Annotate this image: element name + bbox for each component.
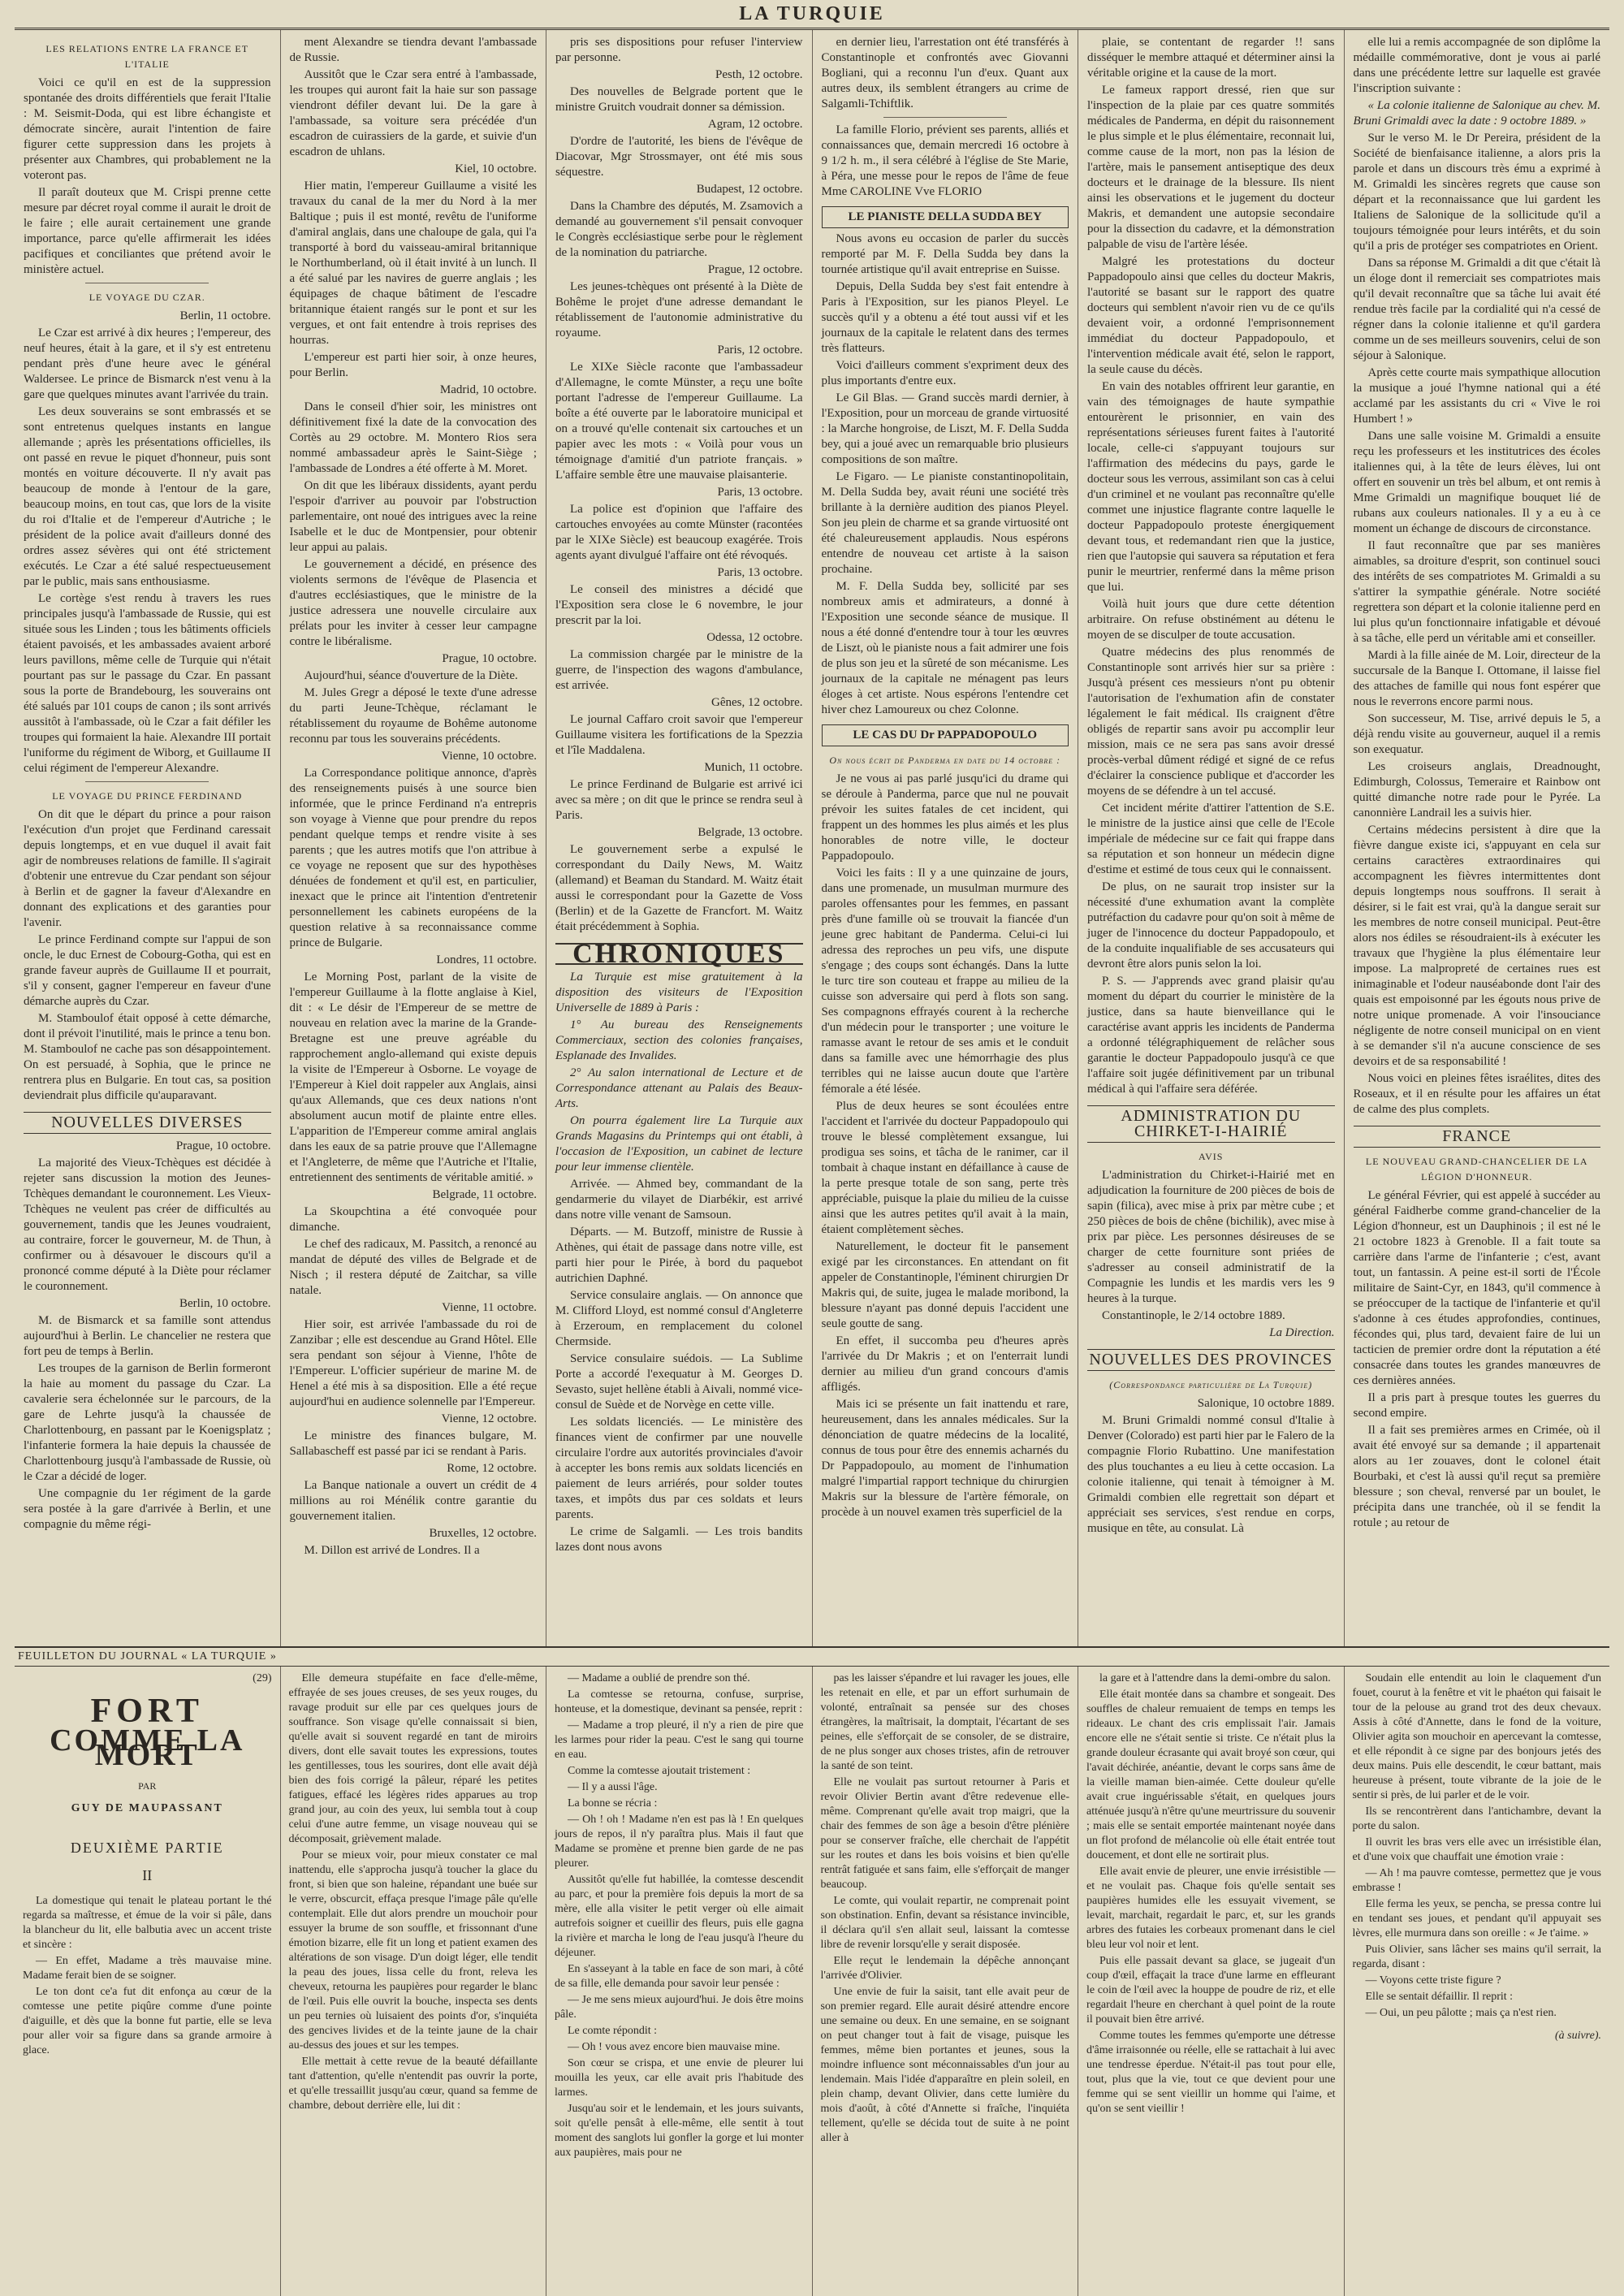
paragraph: Voici ce qu'il en est de la suppression spontanée des droits différentiels que ferait l'Italie : M. Seismit-Doda, qui est libre échangiste et démocrate sincère, aurait l'intention de faire figurer cette suppression dans les projets à présenter aux Chambres, qui probablement ne la voteront pas. (24, 76, 271, 182)
feuilleton-column-5 (1078, 1667, 1345, 2296)
paragraph: M. Bruni Grimaldi nommé consul d'Italie à Denver (Colorado) est parti hier par le Falero de la compagnie Florio Rubattino. Une manifestation des plus touchantes a eu lieu à cette occasion. La colonie italienne, qui tenait à témoigner à M. Grimaldi combien elle regrettait son départ et appréciait ses services, s'est rendue en corps, musique en tête, au consulat. Là (1087, 1414, 1335, 1535)
paragraph: Quatre médecins des plus renommés de Constantinople sont arrivés hier sur sa prière : Jusqu'à présent ces messieurs n'ont pu obtenir l'autorisation de l'exhumation afin de constater légalement le fait médical. Ils craignent d'être obligés de repartir sans avoir pu accomplir leur mission, mais ce ne sera pas sans avoir dressé procès-verbal dûment rédigé et signé de ce refus d'éclairer la conscience publique et d'accorder les moyens de se défendre à un tel accusé. (1087, 646, 1335, 798)
divider (85, 781, 209, 782)
paragraph: M. F. Della Sudda bey, sollicité par ses nombreux amis et admirateurs, a donné à l'Exposition une seconde séance de musique. Il nous a été donné d'entendre tour à tour les œuvres de Liszt, où le pianiste nous a fait admirer une fois de plus son jeu et la sûreté de son mécanisme. Les journaux de la capitale ne ménagent pas leurs éloges à cet artiste. Nous espérons l'entendre cet hiver chez Lamoureux ou chez Colonne. (821, 580, 1069, 716)
paragraph: De plus, on ne saurait trop insister sur la nécessité d'une exhumation avant la complète putréfaction du cadavre pour qu'on soit à même de juger de l'innocence du docteur Pappadopoulo, et de la conduite inqualifiable de ses accusateurs qui devront être alors punis selon la loi. (1087, 880, 1335, 971)
paragraph: Voici les faits : Il y a une quinzaine de jours, dans une promenade, un musulman murmure des paroles offensantes pour les femmes, en passant près d'une famille où se trouvait la fiancée d'un jeune grec habitant de Panderma. Celui-ci lui adressa des reproches un peu vifs, une dispute s'engage ; des coups sont échangés. Dans la lutte le turc tire son couteau et frappe au milieu de la cuisse son adversaire qui perd à flots son sang. Ses compagnons effrayés courent à la recherche d'un médecin pour le transporter ; une voiture le ramasse avant le retour de ses amis et le conduit dans sa famille avec une hémorrhagie des plus terribles qui ne laisse aucun doute que l'artère fémorale a été lésée. (821, 867, 1069, 1096)
paragraph: Elle se sentait défaillir. Il reprit : (1365, 1991, 1514, 2003)
paragraph: La Banque nationale a ouvert un crédit de 4 millions au roi Ménélik contre garantie du gouvernement italien. (289, 1479, 537, 1523)
paragraph: Elle ne voulait pas surtout retourner à Paris et revoir Olivier Bertin avant d'être redevenue elle-même. Comprenant qu'elle avait trop maigri, que la chair des femmes de son âge a besoin d'être plénière pour se conserver fraîche, elle cherchait de l'appétit sur les routes et dans les bois voisins et bien qu'elle rentrât fatiguée et sans faim, elle s'efforçait de manger beaucoup. (820, 1776, 1069, 1891)
paragraph: Son cœur se crispa, et une envie de pleurer lui mouilla les yeux, car elle avait pris l'habitude des larmes. (555, 2057, 804, 2099)
feuilleton-column-6 (1345, 1667, 1610, 2296)
paragraph: Le conseil des ministres a décidé que l'Exposition sera close le 6 novembre, le jour prescrit par la loi. (555, 583, 803, 627)
paragraph: — Je me sens mieux aujourd'hui. Je dois être moins pâle. (555, 1994, 804, 2021)
paragraph: Dans la Chambre des députés, M. Zsamovich a demandé au gouvernement s'il pensait convoquer le Congrès ecclésiastique serbe pour le règlement de la nomination du patriarche. (555, 200, 803, 259)
paragraph: Le ministre des finances bulgare, M. Sallabascheff est passé par ici se rendant à Paris. (289, 1429, 537, 1458)
dateline: Prague, 12 octobre. (707, 263, 803, 276)
author-name: GUY DE MAUPASSANT (71, 1802, 223, 1814)
dateline: Berlin, 10 octobre. (179, 1297, 271, 1310)
paragraph: Cet incident mérite d'attirer l'attention de S.E. le ministre de la justice ainsi que celle de l'Ecole impériale de médecine sur ce fait qui frappe dans sa réputation et son honneur un médecin digne d'estime et estimé de tous ceux qui le connaissent. (1087, 802, 1335, 876)
paragraph: Le Czar est arrivé à dix heures ; l'empereur, des neuf heures, était à la gare, et il s'y est entretenu pendant près d'une heure avec le général Waldersee. Le prince de Bismarck n'est venu à la gare que quelques minutes avant l'arrivée du train. (24, 326, 271, 401)
dateline: Madrid, 10 octobre. (439, 383, 537, 396)
paragraph: Le prince Ferdinand de Bulgarie est arrivé ici avec sa mère ; on dit que le prince se rendra seul à Paris. (555, 778, 803, 822)
dateline: Vienne, 12 octobre. (441, 1412, 537, 1425)
paragraph: Les jeunes-tchèques ont présenté à la Diète de Bohême le projet d'une adresse demandant le rétablissement de l'autonomie administrative du royaume. (555, 280, 803, 339)
paragraph: M. de Bismarck et sa famille sont attendus aujourd'hui à Berlin. Le chancelier ne restera que fort peu de temps à Berlin. (24, 1314, 271, 1358)
notice-florio: La famille Florio, prévient ses parents, alliés et connaissances que, demain mercredi 16 octobre à 9 1/2 h. m., il sera célébré à l'église de Ste Marie, à Péra, une messe pour le repos de l'âme de feue Mme CAROLINE Vve FLORIO (821, 123, 1069, 198)
paragraph: — Madame a trop pleuré, il n'y a rien de pire que les larmes pour rider la peau. C'est le sang qui tourne en eau. (555, 1719, 804, 1761)
section-heading: LE VOYAGE DU PRINCE FERDINAND (52, 790, 243, 802)
chapter-number: II (142, 1867, 153, 1883)
paragraph: la gare et à l'attendre dans la demi-ombre du salon. (1099, 1672, 1331, 1684)
paragraph: Depuis, Della Sudda bey s'est fait entendre à Paris à l'Exposition, sur les pianos Pleyel. Le succès qu'il y a obtenu a été tout aussi vif et les journaux de la capitale le relatent dans des termes très flatteurs. (821, 280, 1069, 355)
novel-title-line-2: COMME LA MORT (50, 1723, 245, 1772)
paragraph: Elle avait envie de pleurer, une envie irrésistible — et ne voulait pas. Chaque fois qu'elle sentait ses paupières humides elle les essuyait vivement, se levait, marchait, regardait le parc, et, sur les grands arbres des futaies les corbeaux promenant dans le ciel bleu leur vol noir et lent. (1086, 1866, 1336, 1951)
column-5 (1078, 30, 1345, 1646)
column-4 (813, 30, 1079, 1646)
paragraph: Il ouvrit les bras vers elle avec un irrésistible élan, et d'une voix que chauffait une émotion vraie : (1352, 1836, 1601, 1863)
paragraph: En s'asseyant à la table en face de son mari, à côté de sa fille, elle demanda pour savoir leur pensée : (555, 1963, 804, 1990)
paragraph: La majorité des Vieux-Tchèques est décidée à rejeter sans discussion la motion des Jeunes-Tchèques demandant le couronnement. Les Vieux-Tchèques ne veulent pas créer de difficultés au gouvernement, tandis que les Jeunes voudraient, au contraire, forcer le gouverneur, M. de Thun, à confirmer ou à désavouer le discours qu'il a prononcé comme député à la Diète pour réclamer le couronnement. (24, 1157, 271, 1293)
correspondence-note: (Correspondance particulière de La Turquie) (1109, 1379, 1313, 1390)
paragraph: Le journal Caffaro croit savoir que l'empereur Guillaume visitera les fortifications de la Spezzia et l'île Maddalena. (555, 713, 803, 757)
paragraph: Les soldats licenciés. — Le ministère des finances vient de confirmer par une nouvelle circulaire l'ordre aux autorités provinciales d'avoir à accepter les bons remis aux soldats licenciés en paiement de leurs arriérés, pour solder toutes taxes, et impôts dus par ces soldats et leurs parents. (555, 1416, 803, 1521)
paragraph: Comme toutes les femmes qu'emporte une détresse d'âme irraisonnée ou réelle, elle se rattachait à lui avec une tendresse éperdue. N'était-il pas tout pour elle, tout, plus que la vie, tout ce que devient pour une femme qui se sent vieillir un homme qui l'aime, et qu'on se sent vieillir ! (1086, 2030, 1336, 2115)
inscription-quote: « La colonie italienne de Salonique au chev. M. Bruni Grimaldi avec la date : 9 octobre 1889. » (1353, 99, 1600, 128)
section-heading: LE NOUVEAU GRAND-CHANCELIER DE LA LÉGION D'HONNEUR. (1365, 1156, 1588, 1183)
paragraph: Le gouvernement serbe a expulsé le correspondant du Daily News, M. Waitz (allemand) et Beaman du Standard. M. Waitz était aussi le correspondant pour la Gazette de Voss (Berlin) et de la Gazette de Francfort. M. Waitz était précédemment à Sophia. (555, 843, 803, 933)
paragraph: Le comte, qui voulait repartir, ne comprenait point son obstination. Enfin, devant sa résistance invincible, il déclara qu'il s'en allait seul, laissant la comtesse libre de revenir lorsqu'elle y serait disposée. (820, 1895, 1069, 1951)
feuilleton-header: FEUILLETON DU JOURNAL « LA TURQUIE » (15, 1648, 1609, 1667)
dateline: Prague, 10 octobre. (442, 652, 537, 665)
paragraph: Le Morning Post, parlant de la visite de l'empereur Guillaume à la flotte anglaise à Kiel, dit : « Le désir de l'Empereur de se mettre de nouveau en relation avec la marine de la Grande-Bretagne est une preuve agréable du rapprochement anglo-allemand qui existe depuis la visite de l'Empereur à Osborne. Le voyage de l'Empereur à Kiel doit rappeler aux Anglais, ainsi qu'aux Allemands, que ces deux nations n'ont absolument aucun motif de plainte entre elles. L'apparition de l'Empereur comme amiral anglais dans les eaux de sa patrie prouve que l'Allemagne et l'Angleterre, de même que l'Autriche et l'Italie, entretiennent des sentiments de véritable amitié. » (289, 971, 537, 1184)
paragraph: Son successeur, M. Tise, arrivé depuis le 5, a déjà rendu visite au gouverneur, auquel il a remis son exequatur. (1353, 712, 1600, 756)
paragraph: — Voyons cette triste figure ? (1365, 1974, 1501, 1987)
to-be-continued: (à suivre). (1554, 2030, 1601, 2042)
dateline: Rome, 12 octobre. (447, 1462, 537, 1475)
column-6 (1345, 30, 1610, 1646)
paragraph: On dit que les libéraux dissidents, ayant perdu l'espoir d'arriver au pouvoir par l'obstruction parlementaire, ont noué des intrigues avec la reine Isabelle et le duc de Montpensier, pour obtenir leur appui au palais. (289, 479, 537, 554)
section-heading: LE PIANISTE DELLA SUDDA BEY (822, 206, 1069, 228)
paragraph: Le Gil Blas. — Grand succès mardi dernier, à l'Exposition, pour un morceau de grande virtuosité : la Marche hongroise, de Liszt, M. F. Della Sudda bey, qui a joué avec un remarquable brio plusieurs compositions de son maître. (821, 391, 1069, 466)
paragraph: Les croiseurs anglais, Dreadnought, Edimburgh, Colossus, Temeraire et Rainbow ont quitté dimanche notre rade pour le Pyrée. La canonnière Landrail les a suivis hier. (1353, 760, 1600, 819)
paragraph: Service consulaire suédois. — La Sublime Porte a accordé l'exequatur à M. Georges D. Sevasto, sujet hellène établi à Aivali, nommé vice-consul de Suède et de Norvège en cette ville. (555, 1352, 803, 1412)
paragraph: Elle ferma les yeux, se pencha, se pressa contre lui en tendant ses joues, et pendant qu'il appuyait ses lèvres, elle murmura dans son oreille : « Je t'aime. » (1352, 1898, 1601, 1939)
paragraph: Le gouvernement a décidé, en présence des violents sermons de l'évêque de Plasencia et d'autres ecclésiastiques, que le ministre de la justice adressera une nouvelle circulaire aux prélats pour les inviter à cesser leur campagne contre le libéralisme. (289, 558, 537, 648)
dateline: Gênes, 12 octobre. (711, 696, 803, 709)
paragraph: Le XIXe Siècle raconte que l'ambassadeur d'Allemagne, le comte Münster, a reçu une boîte portant l'adresse de l'empereur Guillaume. La boîte a été ouverte par le laboratoire municipal et on a trouvé qu'elle contenait six cartouches et un papier avec les mots : « Voilà pour vous un témoignage d'amitié d'un patriote français. » L'affaire semble être une mauvaise plaisanterie. (555, 361, 803, 482)
paragraph: Dans le conseil d'hier soir, les ministres ont définitivement fixé la date de la convocation des Cortès au 29 octobre. M. Montero Rios sera nommé ambassadeur après le Saint-Siège ; l'ambassade de Londres a été offerte à M. Moret. (289, 400, 537, 475)
dateline: Bruxelles, 12 octobre. (429, 1527, 537, 1540)
paragraph: Voici d'ailleurs comment s'expriment deux des plus importants d'entre eux. (821, 359, 1069, 387)
paragraph: plaie, se contentant de regarder !! sans disséquer le membre attaqué et déterminer ainsi la véritable origine et la cause de la mort. (1087, 36, 1335, 80)
paragraph: Il faut reconnaître que par ses manières aimables, sa droiture d'esprit, son continuel souci des intérêts de ses compatriotes M. Grimaldi a su s'attirer la sympathie générale. Notre société regrettera son départ et la colonie italienne perd en lui plus qu'un fonctionnaire infatigable et dévoué à sa tâche, elle perd un véritable ami et conseiller. (1353, 539, 1600, 645)
paragraph: La comtesse se retourna, confuse, surprise, honteuse, et la domestique, devinant sa pensée, reprit : (555, 1688, 804, 1715)
masthead: LA TURQUIE (15, 0, 1609, 30)
paragraph: On dit que le départ du prince a pour raison l'exécution d'un projet que Ferdinand caressait depuis longtemps, et en vue duquel il avait fait agir de nombreuses relations de famille. Il s'agirait d'obtenir une entrevue du Czar pendant son séjour à Berlin et de gagner la faveur d'Alexandre en donnant des explications et des garanties pour l'avenir. (24, 808, 271, 929)
section-heading: NOUVELLES DIVERSES (24, 1112, 271, 1134)
paragraph: Malgré les protestations du docteur Pappadopoulo ainsi que celles du docteur Makris, l'autorité se basant sur le rapport des quatre docteurs qui semblent n'avoir rien vu de ce qu'ils devaient voir, a ordonné l'emprisonnement immédiat du docteur Pappadopoulo, et l'intervention médicale avait été, selon le rapport, la seule cause du décès. (1087, 255, 1335, 376)
news-columns (15, 30, 1609, 1648)
paragraph: Il a fait ses premières armes en Crimée, où il avait été envoyé sur sa demande ; il appartenait alors au 1er zouaves, dont le colonel était Bourbaki, et c'est là aussi qu'il reçut sa première blessure ; son cheval, renversé par un boulet, le précipita dans une tranchée, où il se fendit la rotule ; au retour de (1353, 1424, 1600, 1529)
paragraph: P. S. — J'apprends avec grand plaisir qu'au moment du départ du courrier le ministère de la justice, dans sa haute bienveillance qui le caractérise avant appris les incidents de Panderma a ordonné télégraphiquement de relâcher sous garantie le docteur Pappadopoulo jusqu'à ce que l'affaire soit jugée définitivement par un tribunal médical à qui l'affaire sera déférée. (1087, 975, 1335, 1096)
paragraph: Le comte répondit : (568, 2025, 658, 2037)
dateline: Paris, 13 octobre. (717, 566, 803, 579)
paragraph: ment Alexandre se tiendra devant l'ambassade de Russie. (289, 36, 537, 64)
paragraph: Soudain elle entendit au loin le claquement d'un fouet, courut à la fenêtre et vit le phaéton qui faisait le tour de la pelouse au grand trot des deux chevaux. Assis à côté d'Annette, dans le fond de la voiture, Olivier agita son mouchoir en apercevant la comtesse, et elle répondit à ce signe par des bonjours jetés des deux mains. Puis elle descendit, le cœur battant, mais heureuse à présent, toute vibrante de la joie de le sentir si près, de lui parler et de le voir. (1352, 1672, 1601, 1801)
paragraph: La domestique qui tenait le plateau portant le thé regarda sa maîtresse, et émue de la voir si pâle, dans la blancheur du lit, elle balbutia avec un accent triste et sincère : (23, 1895, 272, 1951)
dateline: Belgrade, 13 octobre. (698, 826, 803, 839)
dateline: Salonique, 10 octobre 1889. (1197, 1397, 1335, 1410)
paragraph: La police est d'opinion que l'affaire des cartouches envoyées au comte Münster (racontées par le XIXe Siècle) est beaucoup exagérée. Trois agents ayant divulgué l'affaire ont été révoqués. (555, 503, 803, 562)
avis-label: AVIS (1199, 1151, 1224, 1162)
paragraph: — En effet, Madame a très mauvaise mine. Madame ferait bien de se soigner. (23, 1955, 272, 1982)
dateline: Odessa, 12 octobre. (706, 631, 803, 644)
dateline: Belgrade, 11 octobre. (432, 1188, 537, 1201)
dateline: Prague, 10 octobre. (175, 1139, 271, 1152)
dateline: Londres, 11 octobre. (436, 953, 537, 966)
paragraph: Ils se rencontrèrent dans l'antichambre, devant la porte du salon. (1352, 1805, 1601, 1832)
section-heading: ADMINISTRATION DU CHIRKET-I-HAIRIÉ (1087, 1105, 1335, 1143)
column-2 (281, 30, 547, 1646)
paragraph: Une envie de fuir la saisit, tant elle avait peur de son premier regard. Elle aurait désiré attendre encore une semaine ou deux. En une semaine, en se soignant on peut changer tout à fait de visage, puisque les femmes, même bien portantes et jeunes, sous la moindre influence sont méconnaissables d'un jour au lendemain. Mais l'idée d'apparaître en plein soleil, en plein champ, devant Olivier, dans cette lumière du mois d'août, à côté d'Annette si fraîche, l'inquiéta tellement, qu'elle se décida tout de suite à ne point aller à (820, 1986, 1069, 2144)
paragraph: pas les laisser s'épandre et lui ravager les joues, elle les retenait en elle, et par un effort surhumain de volonté, entraînait sa pensée sur des choses étrangères, la maîtrisait, la domptait, l'écartant de ses peines, elle s'efforçait de se consoler, de se distraire, de ne plus songer aux choses tristes, afin de retrouver la santé de son teint. (820, 1672, 1069, 1772)
paragraph: Voilà huit jours que dure cette détention arbitraire. On refuse obstinément au détenu le moyen de se disculper de toute accusation. (1087, 598, 1335, 642)
dateline: Kiel, 10 octobre. (455, 162, 537, 175)
paragraph: Comme la comtesse ajoutait tristement : (568, 1765, 751, 1777)
paragraph: Je ne vous ai pas parlé jusqu'ici du drame qui se déroule à Panderma, parce que nul ne pouvait prévoir les suites fatales de cet incident, qui frappent un des hommes les plus aimés et les plus honorables de notre ville, le docteur Pappadopoulo. (821, 772, 1069, 863)
paragraph: La Correspondance politique annonce, d'après des renseignements puisés à une source bien informée, que le prince Ferdinand n'a entrepris son voyage à Vienne que pour prendre du repos pendant quelque temps et rendre visite à ses parents ; que les autres motifs que l'on attribue à ce voyage ne reposent que sur des hypothèses dénuées de fondement et qu'il est, en particulier, inexact que le prince ait l'intention d'entretenir personnellement les cabinets européens de la question relative à sa reconnaissance comme prince de Bulgarie. (289, 767, 537, 949)
paragraph: Constantinople, le 2/14 octobre 1889. (1102, 1309, 1285, 1322)
dateline: Paris, 13 octobre. (717, 486, 803, 499)
feuilleton-title-column (15, 1667, 281, 2296)
paragraph: 2° Au salon international de Lecture et de Correspondance attenant au Palais des Beaux-Arts. (555, 1066, 803, 1110)
paragraph: elle lui a remis accompagnée de son diplôme la médaille commémorative, dont je vous ai parlé dans une précédente lettre sur laquelle est gravée l'inscription suivante : (1353, 36, 1600, 95)
paragraph: Départs. — M. Butzoff, ministre de Russie à Athènes, qui était de passage dans notre ville, est parti hier pour le Pirée, à bord du paquebot autrichien Daphné. (555, 1226, 803, 1285)
paragraph: — Oh ! vous avez encore bien mauvaise mine. (568, 2041, 780, 2053)
paragraph: Aussitôt qu'elle fut habillée, la comtesse descendit au parc, et pour la première fois depuis la mort de sa mère, elle alla visiter le petit verger où elle aimait autrefois soigner et cueillir des fleurs, puis elle gagna la rivière et marcha le long de l'eau jusqu'à l'heure du déjeuner. (555, 1874, 804, 1959)
paragraph: La bonne se récria : (568, 1797, 658, 1810)
paragraph: Elle était montée dans sa chambre et songeait. Des souffles de chaleur remuaient de temps en temps les rideaux. Le chant des cris emplissait l'air. Jamais encore elle ne s'était sentie si triste. Ce n'était plus la grande douleur écrasante qui avait broyé son cœur, qui l'avait déchirée, anéantie, devant le corps sans âme de la vieille maman bien-aimée. Cette douleur qu'elle avait crue inguérissable s'était, en quelques jours atténuée jusqu'à n'être qu'une meurtrissure du souvenir ; mais elle se sentait emportée maintenant noyée dans un flot profond de mélancolie où elle était entrée tout doucement, et dont elle ne sortirait plus. (1086, 1688, 1336, 1861)
paragraph: Le cortège s'est rendu à travers les rues principales jusqu'à l'ambassade de Russie, qui est située sous les Linden ; tous les bâtiments officiels étaient pavoisés, et les ambassades avaient arboré leurs pavillons, même celle de Turquie qui n'était pourtant pas sur le passage du Czar. En passant sous la porte de Brandebourg, les souverains ont été salués par 101 coups de canon ; ils sont arrivés aussitôt à l'ambassade, où le Czar a fait défiler les troupes qui formaient la haie. Alexandre III portait l'uniforme du régiment de Wiborg, et Guillaume II celui régiment de l'empereur Alexandre. (24, 592, 271, 775)
dateline: Budapest, 12 octobre. (696, 183, 803, 196)
paragraph: Le Figaro. — Le pianiste constantinopolitain, M. Della Sudda bey, avait réuni une société très brillante à la dernière audition des pianos Pleyel. Son jeu plein de charme et sa grande virtuosité ont été chaleureusement applaudis. Nous espérons entendre de nouveau cet artiste à la saison prochaine. (821, 470, 1069, 576)
paragraph: Arrivée. — Ahmed bey, commandant de la gendarmerie du vilayet de Diarbékir, est arrivé dans notre ville venant de Samsoun. (555, 1178, 803, 1222)
paragraph: Sur le verso M. le Dr Pereira, président de la Société de bienfaisance italienne, a alors pris la parole et dans un discours très ému a exprimé à M. Grimaldi les sincères regrets que cause son départ et la reconnaissance que lui gardent les Italiens de Salonique de la sollicitude qu'il a toujours témoignée pour leurs intérêts, et du soin qu'il a pris de protéger ses compatriotes en Orient. (1353, 132, 1600, 253)
paragraph: Mais ici se présente un fait inattendu et rare, heureusement, dans les annales médicales. Sur la dénonciation de quatre médecins de la localité, connus de tous pour être des ennemis acharnés du Dr Pappadopoulo, au moment de l'inhumation malgré l'impartial rapport technique du chirurgien Makris sur la blessure de l'artère fémorale, on procède à un nouvel examen très superficiel de la (821, 1398, 1069, 1519)
divider (883, 117, 1007, 118)
paragraph: en dernier lieu, l'arrestation ont été transférés à Constantinople et confrontés avec Giovanni Bogliani, qui a reconnu l'un d'eux. Quant aux autres deux, ils semblent étrangers au crime de Salgamli-Tchiftlik. (821, 36, 1069, 110)
paragraph: Le ton dont ce'a fut dit enfonça au cœur de la comtesse une petite piqûre comme d'une pointe d'aiguille, et dès que la bonne fut partie, elle se leva pour aller voir sa figure dans sa grande armoire à glace. (23, 1986, 272, 2056)
paragraph: La Turquie est mise gratuitement à la disposition des visiteurs de l'Exposition Universelle de 1889 à Paris : (555, 971, 803, 1014)
paragraph: — Oh ! oh ! Madame n'en est pas là ! En quelques jours de repos, il n'y paraîtra plus. Mais il faut que Madame se promène et prenne bien garde de ne pas pleurer. (555, 1814, 804, 1870)
paragraph: — Madame a oublié de prendre son thé. (568, 1672, 750, 1684)
paragraph: Certains médecins persistent à dire que la fièvre dangue existe ici, s'appuyant en cela sur certains caractères extraordinaires qui accompagnent les fièvres intermittentes dont depuis longtemps nous souffrons. Il serait à désirer, si le fait est vrai, qu'à la dangue serait sur les membres de notre conseil municipal. Peut-être alors nos édiles se résoudraient-ils à exécuter les travaux que l'hygiène la plus élémentaire leur impose. La malpropreté de certaines rues est inimaginable et l'odeur nauséabonde dont l'air des quais est empoisonné par les égouts nous prive de notre unique promenade. A voir l'insouciance négligente de notre conseil municipal on en vient à se demander s'il n'a aucune conscience de ses devoirs et de sa responsabilité ! (1353, 824, 1600, 1068)
paragraph: Elle mettait à cette revue de la beauté défaillante tant d'attention, qu'elle n'entendit pas ouvrir la porte, et qu'elle tressaillit jusqu'au cœur, quand sa femme de chambre, debout derrière elle, lui dit : (288, 2056, 538, 2112)
paragraph: Le crime de Salgamli. — Les trois bandits lazes dont nous avons (555, 1525, 803, 1554)
dateline: Berlin, 11 octobre. (179, 309, 271, 322)
dateline: Pesth, 12 octobre. (715, 68, 803, 81)
paragraph: Nous avons eu occasion de parler du succès remporté par M. F. Della Sudda bey dans la tournée artistique qu'il avait entreprise en Suisse. (821, 232, 1069, 276)
feuilleton-column-3 (546, 1667, 813, 2296)
paragraph: Mardi à la fille ainée de M. Loir, directeur de la succursale de la Banque I. Ottomane, il laisse fiel des attaches de famille qui nous font espérer que nous le reverrons encore parmi nous. (1353, 649, 1600, 708)
column-3 (546, 30, 813, 1646)
paragraph: 1° Au bureau des Renseignements Commerciaux, section des colonies françaises, Esplanade des Invalides. (555, 1018, 803, 1062)
novel-title-line-1: FORT (90, 1693, 204, 1730)
paragraph: Naturellement, le docteur fit le pansement exigé par les circonstances. En attendant on fit appeler de Constantinople, l'éminent chirurgien Dr Makris qui, de suite, jugea le malade moribond, la blessure n'ayant pas donné depuis l'accident une seule goutte de sang. (821, 1240, 1069, 1330)
paragraph: Une compagnie du 1er régiment de la garde sera postée à la gare d'arrivée à Berlin, et une compagnie du même régi- (24, 1487, 271, 1531)
feuilleton-column-4 (813, 1667, 1079, 2296)
paragraph: Le fameux rapport dressé, rien que sur l'inspection de la plaie par ces quatre sommités médicales de Panderma, en dépit du raisonnement le plus simple et le plus élémentaire, reconnait lui, comme cause de la mort, non pas la lésion de l'artère, mais le pansement antiseptique des deux docteurs et le drainage de la blessure. Ils nient ainsi les observations et le jugement du docteur Makris, et demandent une autopsie secondaire pour la dissection du cadavre, et la démonstration palpable de visu de l'artère lésée. (1087, 84, 1335, 251)
byline-par: PAR (138, 1780, 157, 1792)
paragraph: Le général Février, qui est appelé à succéder au général Faidherbe comme grand-chancelier de la Légion d'honneur, est un Dauphinois ; il est né le 21 octobre 1823 à Grenoble. Il a fait toute sa carrière dans l'arme de l'infanterie ; c'est, avant tout, un fantassin. A peine est-il sorti de l'École militaire de Saint-Cyr, en 1843, qu'il commence à se préoccuper de la tactique de l'infanterie et qu'il s'adonne à ces études approfondies, continues, fécondes qui, plus tard, devaient faire de lui un tacticien de premier ordre dont la réputation a été consacrée dans toutes les grandes manœuvres de ces dernières années. (1353, 1189, 1600, 1387)
paragraph: Elle demeura stupéfaite en face d'elle-même, effrayée de ses joues creuses, de ses yeux rouges, du ravage produit sur elle par ces quelques jours de souffrance. Son visage qu'elle connaissait si bien, qu'elle avait si souvent regardé en tant de miroirs divers, dont elle savait toutes les expressions, toutes les gentillesses, tous les sourires, dont elle avait déjà bien des fois corrigé la pâleur, réparé les petites fatigues, effacé les légères rides apparues au trop grand jour, au coin des yeux, lui sembla tout à coup celui d'une autre femme, un visage nouveau qui se décomposait, grièvement malade. (288, 1672, 538, 1845)
paragraph: En vain des notables offrirent leur garantie, en vain des témoignages de haute sympathie entourèrent le prisonnier, en vain des représentations sérieuses furent faites à l'autorité locale, celle-ci s'appuyant toujours sur l'affirmation des médecins du pays, garde le docteur sous les verrous, assimilant son cas à celui d'un criminel et ne voulant pas reconnaître qu'elle commet une injustice flagrante contre laquelle le docteur Pappadopoulo proteste énergiquement devant tous, et redemandant rien que la justice, rien que l'autopsie qui sauvera sa réputation et fera punir le meurtrier, renfermé dans la même prison que lui. (1087, 380, 1335, 594)
dateline: Paris, 12 octobre. (717, 344, 803, 357)
dateline: Agram, 12 octobre. (707, 118, 803, 131)
section-heading: NOUVELLES DES PROVINCES (1087, 1349, 1335, 1371)
paragraph: Jusqu'au soir et le lendemain, et les jours suivants, soit qu'elle pensât à elle-même, elle sentit à tout moment des sanglots lui gonfler la gorge et lui monter aux paupières, mais pour ne (555, 2103, 804, 2159)
paragraph: Elle reçut le lendemain la dépêche annonçant l'arrivée d'Olivier. (820, 1955, 1069, 1982)
paragraph: M. Stamboulof était opposé à cette démarche, dont il prévoit l'inutilité, mais le prince a tenu bon. M. Stamboulof ne cache pas son désappointement. On est persuadé, à Sophia, que le prince ne rentrera plus en Bulgarie. En tout cas, sa position deviendrait plus difficile qu'auparavant. (24, 1012, 271, 1102)
paragraph: Pour se mieux voir, pour mieux constater ce mal inattendu, elle s'approcha jusqu'à toucher la glace du front, si bien que son haleine, répandant une buée sur le verre, obscurcit, effaça presque l'image pâle qu'elle contemplait. Elle dut alors prendre un mouchoir pour essuyer la brume de son souffle, et frissonnant d'une émotion bizarre, elle fit un long et patient examen des altérations de son visage. D'un doigt léger, elle tendit la peau des joues, lissa celle du front, releva les cheveux, retourna les paupières pour regarder le blanc de l'œil. Puis elle ouvrit la bouche, inspecta ses dents un peu ternies où luisaient des points d'or, s'inquiéta des gencives livides et de la teinte jaune de la chair au-dessus des joues et sur les tempes. (288, 1849, 538, 2052)
feuilleton-column-2 (281, 1667, 547, 2296)
installment-number: (29) (253, 1672, 272, 1684)
paragraph: Il a pris part à presque toutes les guerres du second empire. (1353, 1391, 1600, 1420)
paragraph: Aujourd'hui, séance d'ouverture de la Diète. (304, 669, 518, 682)
correspondence-note: On nous écrit de Panderma en date du 14 octobre : (829, 755, 1061, 766)
dateline: Vienne, 10 octobre. (441, 750, 537, 763)
paragraph: Le prince Ferdinand compte sur l'appui de son oncle, le duc Ernest de Cobourg-Gotha, qui est en grande faveur auprès de Guillaume II et pourrait, s'il y consent, gagner l'empereur en faveur d'une démarche auprès du Czar. (24, 933, 271, 1008)
paragraph: Les troupes de la garnison de Berlin formeront la haie au moment du passage du Czar. La cavalerie sera échelonnée sur le parcours, de la gare de Lehrte jusqu'à la chaussée de Charlottenbourg, en passant par le Koenigsplatz ; l'infanterie formera la haie depuis la chaussée de Charlottenbourg jusqu'à l'ambassade de Russie, où le Czar a décidé de loger. (24, 1362, 271, 1483)
paragraph: L'empereur est parti hier soir, à onze heures, pour Berlin. (289, 351, 537, 379)
paragraph: Aussitôt que le Czar sera entré à l'ambassade, les troupes qui auront fait la haie sur son passage viendront défiler devant lui. De la gare à l'ambassade, sa voiture sera précédée d'un escadron de cuirassiers de la garde, et suivie d'un escadron de uhlans. (289, 68, 537, 158)
paragraph: Hier matin, l'empereur Guillaume a visité les travaux du canal de la mer du Nord à la mer Baltique ; puis il est monté, revêtu de l'uniforme d'amiral anglais, dans une chaloupe de gala, qui l'a transporté à bord du vaisseau-amiral britannique le Northumberland, où il était invité à un lunch. Il a été salué par les navires de guerre anglais ; les équipages de chaque bâtiment de l'escadre britannique étaient rangés sur le pont et sur les vergues, et ont fait entendre à trois reprises des hourras. (289, 179, 537, 347)
part-heading: DEUXIÈME PARTIE (70, 1840, 224, 1856)
paragraph: Le chef des radicaux, M. Passitch, a renoncé au mandat de député des villes de Belgrade et de Nisch ; il restera député de Zaitchar, sa ville natale. (289, 1238, 537, 1297)
paragraph: La commission chargée par le ministre de la guerre, de l'inspection des wagons d'ambulance, est arrivée. (555, 648, 803, 692)
paragraph: — Ah ! ma pauvre comtesse, permettez que je vous embrasse ! (1352, 1867, 1601, 1894)
paragraph: — Il y a aussi l'âge. (568, 1781, 658, 1793)
paragraph: En effet, il succomba peu d'heures après l'arrivée du Dr Makris ; et on l'enterrait lundi dernier au milieu d'un grand concours d'amis affligés. (821, 1334, 1069, 1394)
paragraph: Puis Olivier, sans lâcher ses mains qu'il serrait, la regarda, disant : (1352, 1944, 1601, 1970)
paragraph: pris ses dispositions pour refuser l'interview par personne. (555, 36, 803, 64)
paragraph: Dans sa réponse M. Grimaldi a dit que c'était là un éloge dont il remerciait ses compatriotes mais qu'il devait reconnaître que sa tâche lui avait été rendue très facile par la cordialité qui n'a cessé de régner dans la colonie italienne et qu'il gardera comme un de ses meilleurs souvenirs, celui de son séjour à Salonique. (1353, 257, 1600, 362)
section-heading: LE VOYAGE DU CZAR. (89, 292, 205, 303)
dateline: Munich, 11 octobre. (704, 761, 803, 774)
paragraph: — Oui, un peu pâlotte ; mais ça n'est rien. (1365, 2007, 1557, 2019)
signature: La Direction. (1269, 1326, 1335, 1339)
paragraph: Nous voici en pleines fêtes israélites, dites des Roseaux, et il en résulte pour les affaires un état de calme des plus complets. (1353, 1072, 1600, 1116)
column-1 (15, 30, 281, 1646)
section-heading: LE CAS DU Dr PAPPADOPOULO (822, 724, 1069, 746)
paragraph: Des nouvelles de Belgrade portent que le ministre Gruitch voudrait donner sa démission. (555, 85, 803, 114)
paragraph: Puis elle passait devant sa glace, se jugeait d'un coup d'œil, effaçait la trace d'une larme en effleurant le coin de l'œil avec la houppe de poudre de riz, et elle regardait l'heure en cherchant à quel point de la route il pouvait bien être arrivé. (1086, 1955, 1336, 2026)
section-heading: LES RELATIONS ENTRE LA FRANCE ET L'ITALIE (45, 43, 249, 70)
paragraph: Après cette courte mais sympathique allocution la musique a joué l'hymne national qui a été acclamé par les assistants du cri « Vive le roi Humbert ! » (1353, 366, 1600, 426)
paragraph: Hier soir, est arrivée l'ambassade du roi de Zanzibar ; elle est descendue au Grand Hôtel. Elle sera pendant son séjour à Vienne, l'hôte de l'Empereur. L'officier supérieur de marine M. de Henel a été mis à sa disposition. Elle a été reçue aujourd'hui en audience solennelle par l'Empereur. (289, 1318, 537, 1408)
paragraph: M. Dillon est arrivé de Londres. Il a (304, 1544, 480, 1557)
paragraph: Les deux souverains se sont embrassés et se sont entretenus quelques instants en langue allemande ; après les présentations officielles, ils ont passé en revue le piquet d'honneur, puis sont montés en voiture découverte. Il n'y avait pas beaucoup de monde à l'entour de la gare, beaucoup moins, en tout cas, que lors de la visite du roi d'Italie et de l'empereur d'Autriche ; le président de la police avait d'ailleurs donné des ordres assez sévères qui ont été strictement exécutés. Le Czar a été salué respectueusement par le public, mais sans enthousiasme. (24, 405, 271, 588)
paragraph: On pourra également lire La Turquie aux Grands Magasins du Printemps qui ont établi, à l'occasion de l'Exposition, un cabinet de lecture pour leur immense clientèle. (555, 1114, 803, 1174)
paragraph: L'administration du Chirket-i-Hairié met en adjudication la fourniture de 200 pièces de bois de sapin (filica), avec mise à prix par mètre cube ; et 250 pièces de bois de chêne (bichilik), avec mise à prix par pièce. Les personnes désireuses de se charger de cette fourniture sont priées de s'adresser au conseil administratif de la Compagnie les lundis et les mardis vers les 9 heures à la turque. (1087, 1169, 1335, 1305)
feuilleton-columns (15, 1667, 1609, 2296)
chroniques-heading: CHRONIQUES (555, 943, 803, 965)
paragraph: Plus de deux heures se sont écoulées entre l'accident et l'arrivée du docteur Pappadopoulo qui trouve le blessé complètement exsangue, lui prodigua ses soins, et tâcha de le ranimer, car il tombait à chaque instant en défaillance à cause de la perte presque totale de son sang, perte très appréciable, puisque la plaie du milieu de la cuisse ainsi que les autres petites qu'il avait à la main, étaient complètement sèches. (821, 1100, 1069, 1236)
paragraph: D'ordre de l'autorité, les biens de l'évêque de Diacovar, Mgr Strossmayer, ont été mis sous séquestre. (555, 135, 803, 179)
paragraph: Il paraît douteux que M. Crispi prenne cette mesure par décret royal comme il aurait le droit de le faire ; elle aurait certainement une grande importance, parce qu'elle affirmerait les idées pacifiques et conciliantes que prétend avoir le ministère actuel. (24, 186, 271, 276)
paragraph: Dans une salle voisine M. Grimaldi a ensuite reçu les professeurs et les institutrices des écoles italiennes qui, à la tête de leurs élèves, lui ont offert en souvenir un très bel album, et ont remis à Mme Grimaldi un magnifique bouquet lié de rubans aux couleurs nationales. Il y a eu à ce moment un échange de discours de circonstance. (1353, 430, 1600, 535)
paragraph: Service consulaire anglais. — On annonce que M. Clifford Lloyd, est nommé consul d'Angleterre à Erzeroum, en remplacement du colonel Chermside. (555, 1289, 803, 1348)
section-heading: FRANCE (1354, 1126, 1601, 1148)
paragraph: La Skoupchtina a été convoquée pour dimanche. (289, 1205, 537, 1234)
dateline: Vienne, 11 octobre. (442, 1301, 537, 1314)
paragraph: M. Jules Gregr a déposé le texte d'une adresse du parti Jeune-Tchèque, réclamant le rétablissement du royaume de Bohême autonome reconnu par tous les souverains précédents. (289, 686, 537, 746)
